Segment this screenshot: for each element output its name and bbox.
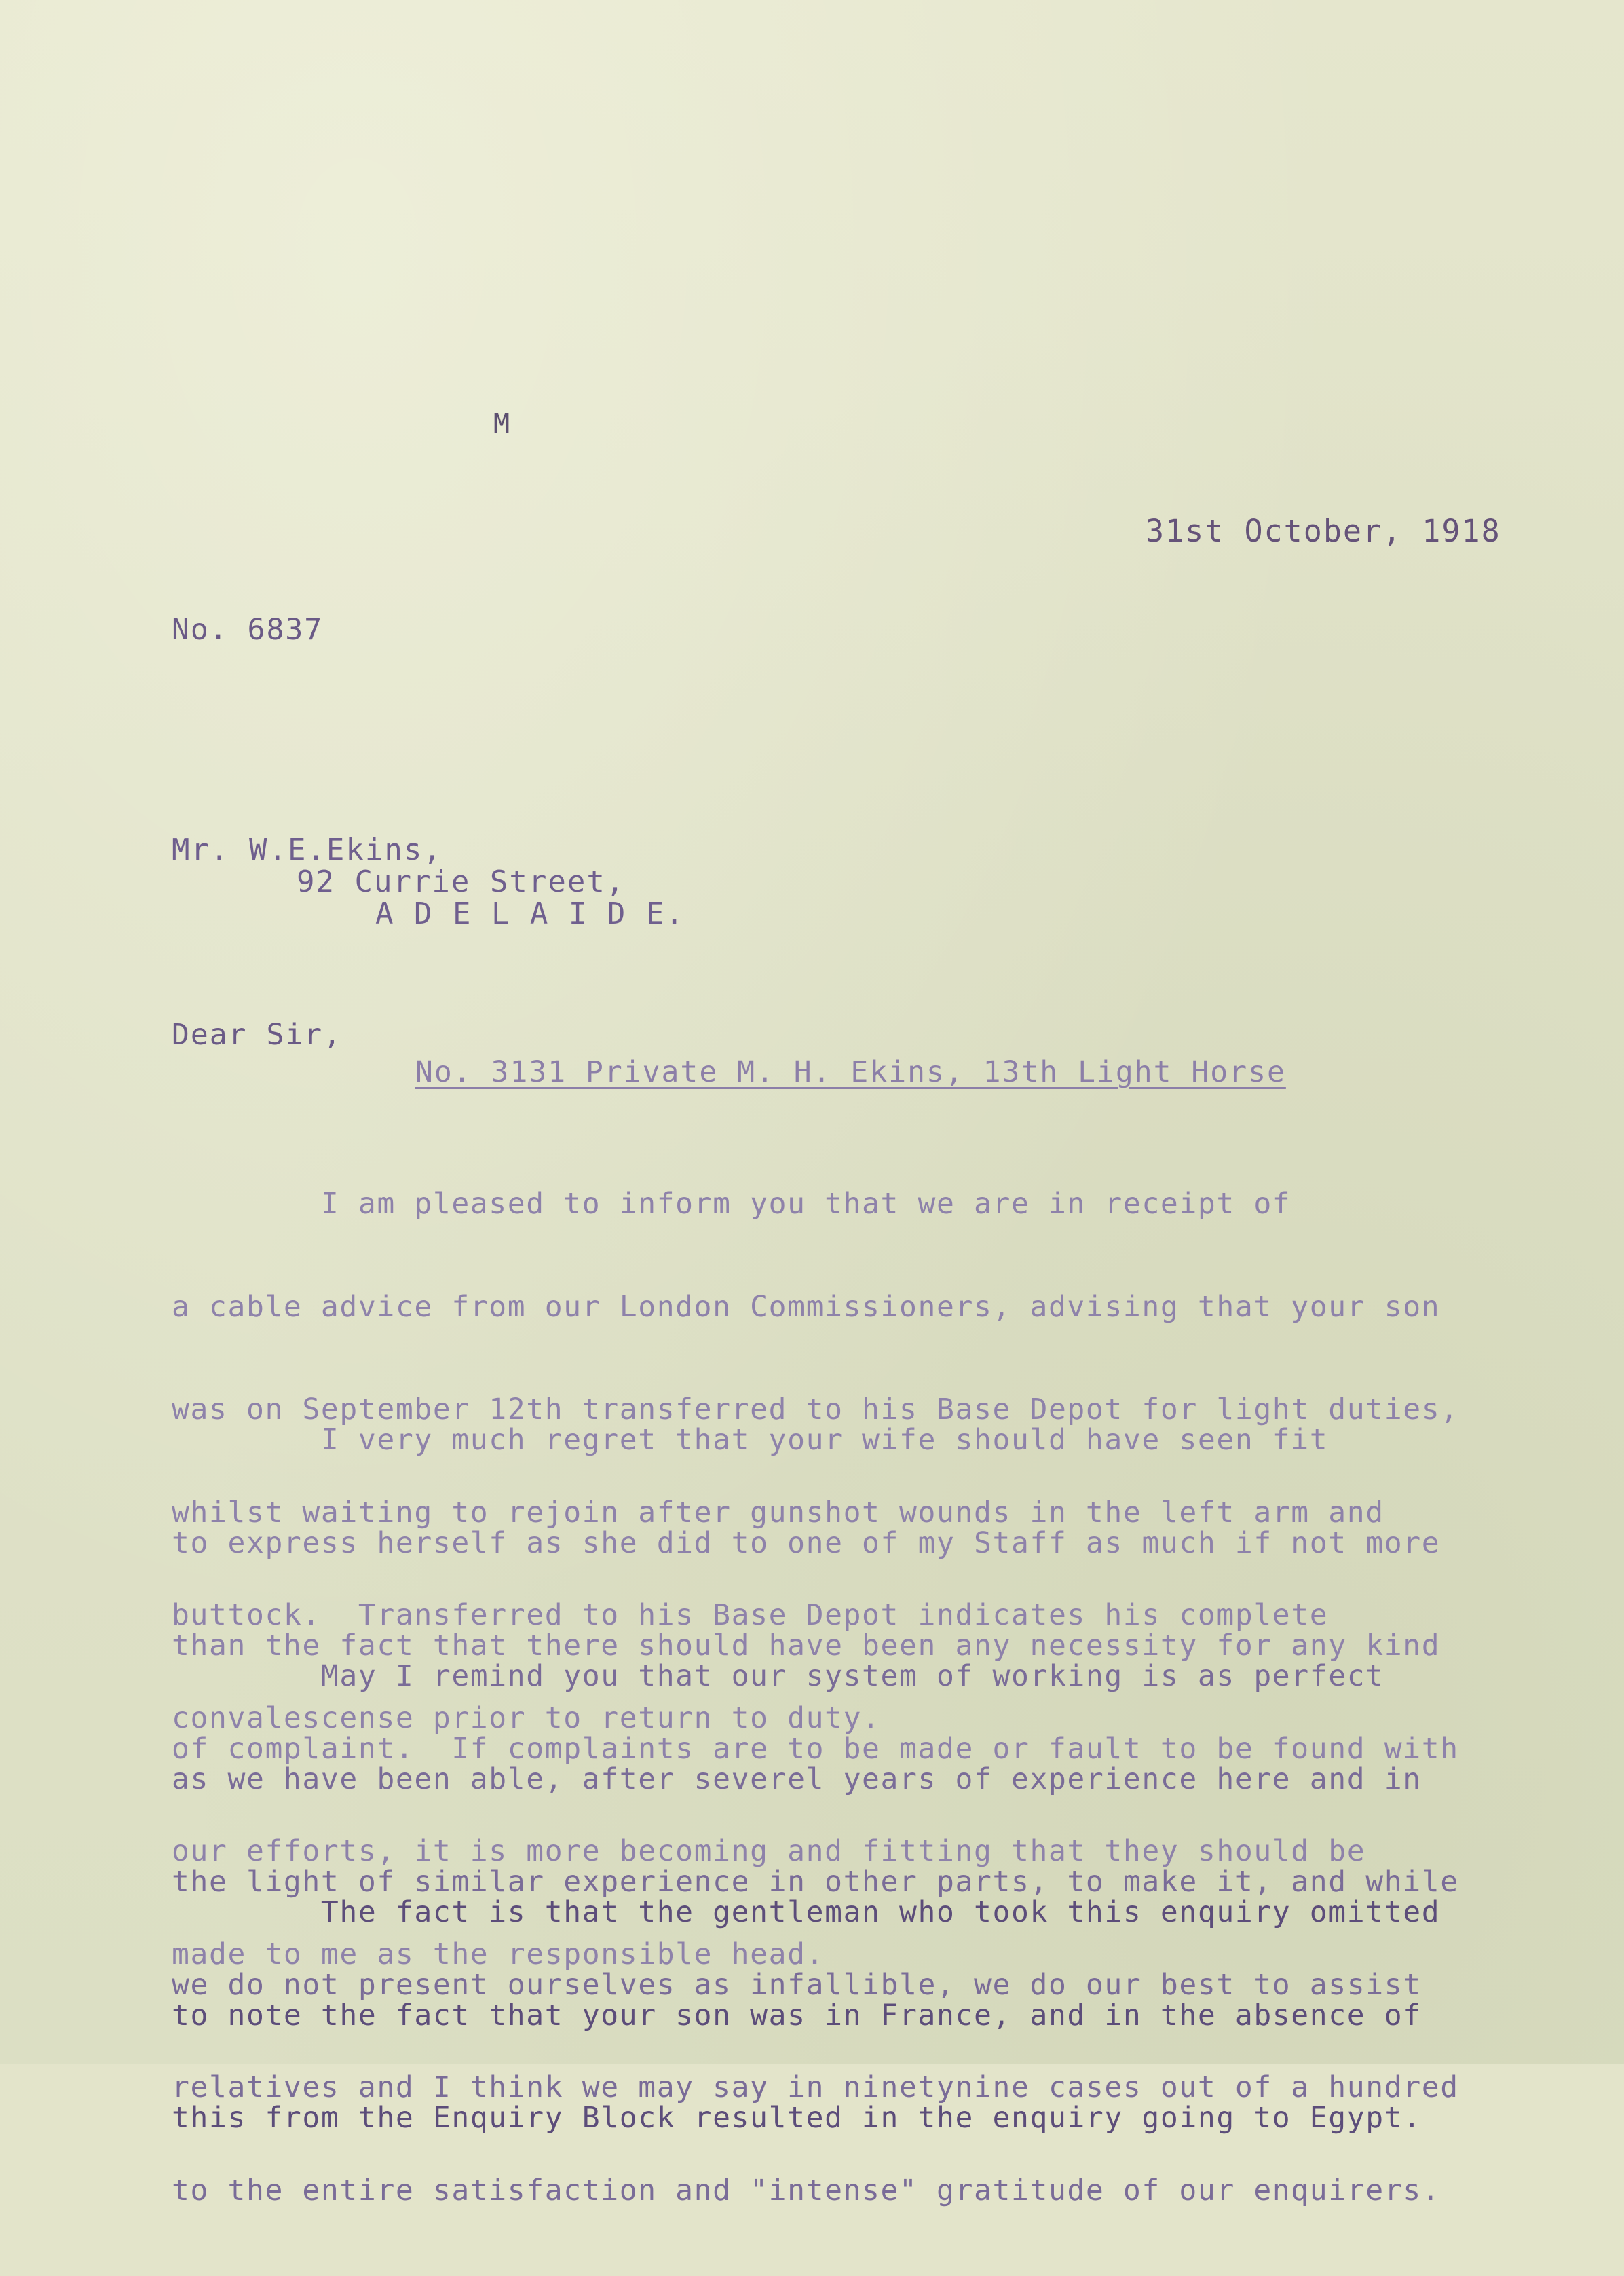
salutation: Dear Sir, [172,1018,342,1052]
paragraph-line: to note the fact that your son was in France, and in the absence of [172,1998,1422,2032]
subject-line: No. 3131 Private M. H. Ekins, 13th Light Horse [415,1055,1286,1089]
paragraph-line: a cable advice from our London Commissioners, advising that your son [172,1289,1441,1324]
paragraph-line: this from the Enquiry Block resulted in the enquiry going to Egypt. [172,2101,1422,2135]
paragraph-line: I am pleased to inform you that we are in receipt of [172,1187,1291,1221]
paragraph-line: relatives and I think we may say in ninetynine cases out of a hundred [172,2070,1459,2104]
paragraph-line: to the entire satisfaction and "intense" gratitude of our enquirers. [172,2173,1441,2207]
paragraph-line: the light of similar experience in other parts, to make it, and while [172,1865,1459,1899]
paragraph-line: as we have been able, after severel years of experience here and in [172,1762,1422,1796]
paragraph-line: to express herself as she did to one of my Staff as much if not more [172,1525,1441,1560]
paragraph-line: we do not present ourselves as infallible, we do our best to assist [172,1967,1422,2002]
paragraph-line: was on September 12th transferred to his Base Depot for light duties, [172,1392,1459,1426]
paragraph-line: May I remind you that our system of working is as perfect [172,1659,1384,1693]
paragraph-4 [172,1827,1440,2204]
recipient-street: 92 Currie Street, [297,865,626,899]
paragraph-line: I very much regret that your wife should have seen fit [172,1423,1329,1457]
recipient-name: Mr. W.E.Ekins, [172,833,442,867]
file-mark: M [493,409,511,440]
paragraph-line: whilst waiting to rejoin after gunshot wounds in the left arm and [172,1495,1384,1530]
recipient-city: A D E L A I D E. [375,896,685,931]
paragraph-line: than the fact that there should have been any necessity for any kind [172,1629,1441,1663]
paragraph-line: of complaint. If complaints are to be made or fault to be found with [172,1731,1459,1766]
paragraph-line: convalescense prior to return to duty. [172,1701,881,1735]
paragraph-line: our efforts, it is more becoming and fitting that they should be [172,1834,1366,1868]
paragraph-line: The fact is that the gentleman who took this enquiry omitted [172,1895,1441,1929]
reference-number: No. 6837 [172,613,324,647]
letter-date: 31st October, 1918 [1146,513,1501,549]
paragraph-line: made to me as the responsible head. [172,1937,825,1971]
paragraph-line: buttock. Transferred to his Base Depot indicates his complete [172,1598,1329,1632]
